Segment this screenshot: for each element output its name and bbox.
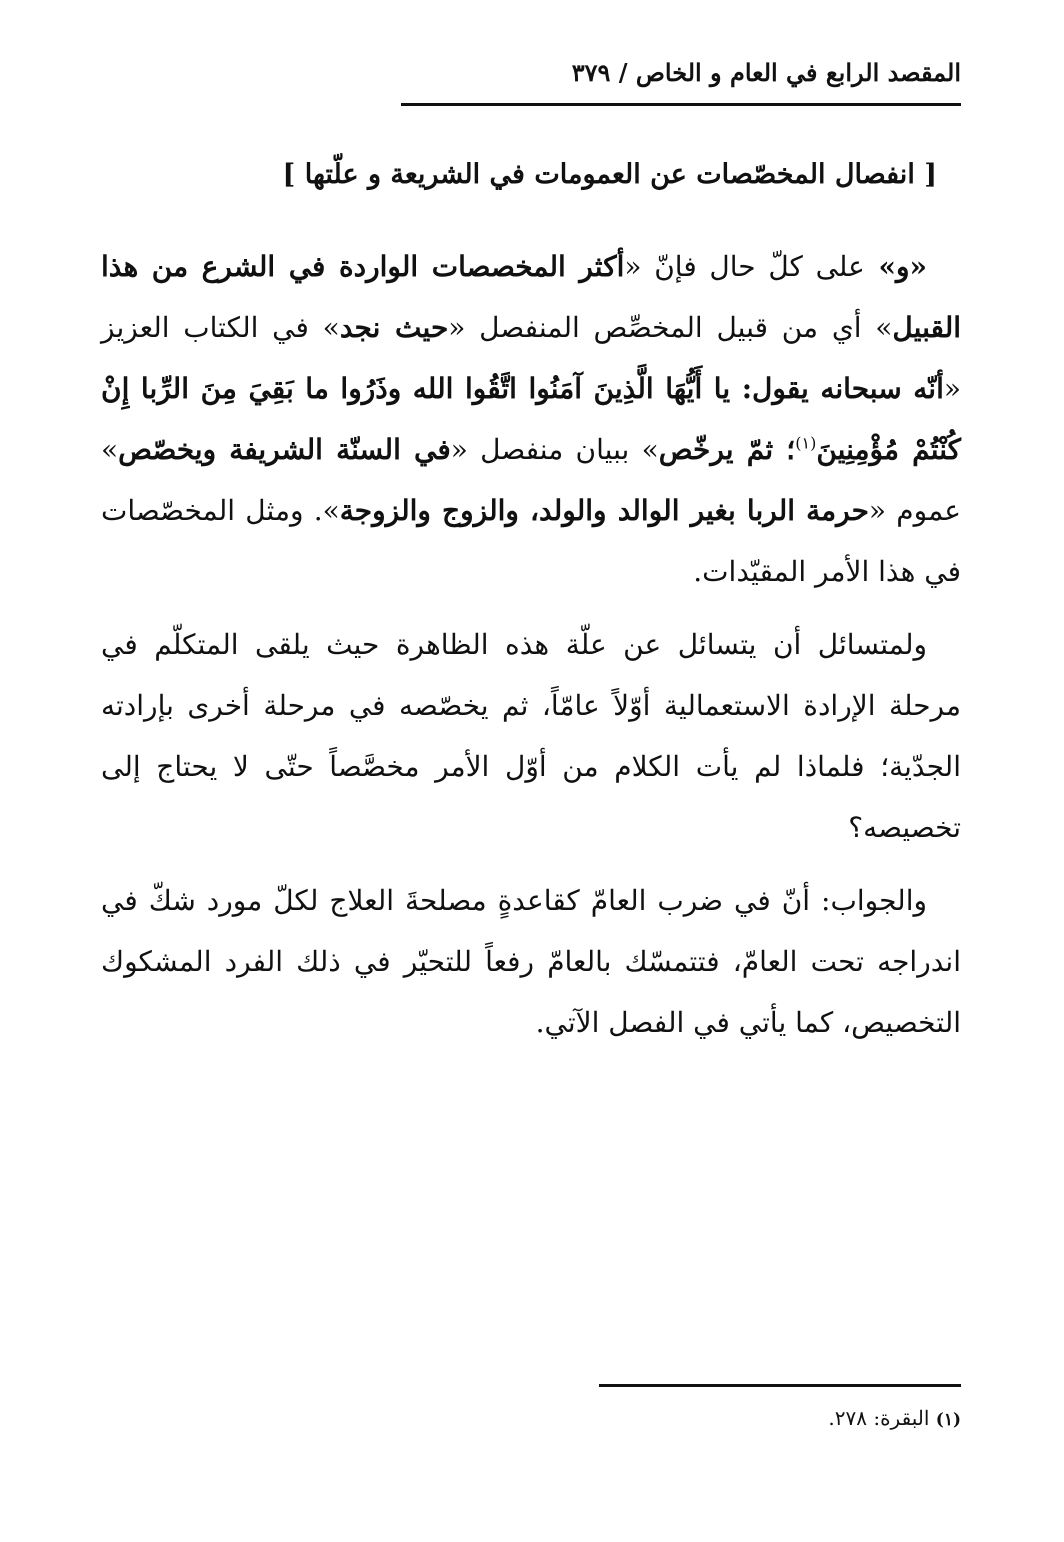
footnote-text: البقرة: ٢٧٨. [828, 1406, 936, 1430]
footnote [461, 1402, 961, 1436]
running-head: المقصد الرابع في العام و الخاص / ٣٧٩ [571, 58, 961, 87]
section-title: [ انفصال المخصّصات عن العمومات في الشريعة و علّتها ] [282, 159, 937, 190]
paragraph-1 [101, 236, 961, 602]
paragraph-3: والجواب: أنّ في ضرب العامّ كقاعدةٍ مصلحةَ العلاج لكلّ مورد شكّ في اندراجه تحت العامّ، فتتمسّك بالعامّ رفعاً للتحيّر في ذلك الفرد المشكوك التخصيص، كما يأتي في الفصل الآتي. [101, 884, 961, 1039]
quoted-text: ؛ ثمّ يرخّص [658, 433, 796, 466]
commentary-text: ». ومثل المخصّصات في هذا الأمر المقيّدات. [101, 494, 961, 588]
commentary-text: على كلّ حال فإنّ « [624, 250, 865, 283]
quoted-text: أكثر المخصصات الواردة في الشرع من هذا القبيل [101, 250, 961, 344]
commentary-text: » ببيان منفصل « [450, 433, 659, 466]
commentary-text: » أي من قبيل المخصِّص المنفصل « [448, 311, 893, 344]
footnote-rule [599, 1384, 961, 1387]
quran-quote: أنّه سبحانه يقول: يا أَيُّهَا الَّذِينَ آمَنُوا اتَّقُوا الله وذَرُوا ما بَقِيَ مِنَ الرِّبا إِنْ كُنْتُمْ مُؤْمِنِينَ [101, 372, 961, 466]
quoted-text: في السنّة الشريفة ويخصّص [118, 433, 451, 466]
footnote-reference: (١) [795, 433, 817, 453]
commentary-text: » عموم « [101, 433, 962, 527]
quoted-text: حرمة الربا بغير الوالد والولد، والزوج والزوجة [339, 494, 869, 527]
quoted-text: حيث نجد [339, 311, 449, 344]
commentary-text: » في الكتاب العزيز « [101, 311, 961, 405]
footnote-marker: (١) [935, 1410, 961, 1430]
header-rule [401, 103, 961, 106]
quoted-word: «و» [864, 250, 927, 283]
body-text [101, 236, 961, 1065]
paragraph-2: ولمتسائل أن يتسائل عن علّة هذه الظاهرة حيث يلقى المتكلّم في مرحلة الإرادة الاستعمالية أوّلاً عامّاً، ثم يخصّصه في مرحلة أخرى بإرادته الجدّية؛ فلماذا لم يأت الكلام من أوّل الأمر مخصَّصاً حتّى لا يحتاج إلى تخصيصه؟ [101, 628, 961, 844]
